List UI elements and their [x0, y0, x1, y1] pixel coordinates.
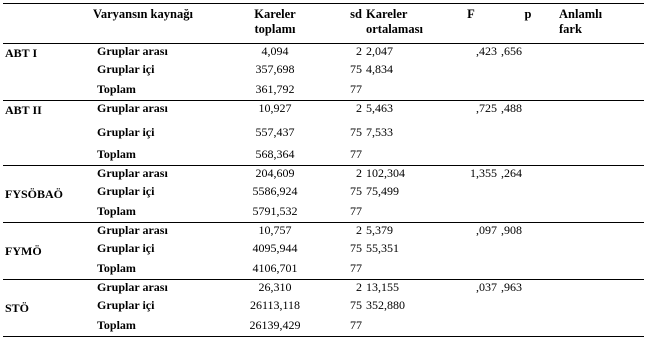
- ss-cell: 5791,532: [252, 204, 298, 218]
- source-cell: Gruplar arası: [97, 280, 168, 294]
- header-ms-line1: Kareler: [366, 7, 408, 21]
- ms-cell: 5,463: [366, 101, 393, 115]
- ss-cell: 26,310: [258, 280, 292, 294]
- ms-cell: [364, 318, 443, 337]
- ms-cell: 13,155: [366, 280, 399, 294]
- ss-cell: 4095,944: [252, 241, 298, 255]
- f-cell: [443, 204, 499, 223]
- ss-cell: 4106,701: [252, 261, 298, 275]
- f-cell: [443, 241, 499, 261]
- group-label-sto: STÖ: [5, 301, 30, 315]
- header-ss-line1: Kareler: [254, 7, 296, 21]
- p-cell: [499, 82, 557, 101]
- header-p: p: [524, 7, 532, 21]
- group-label-fysobao: FYSÖBAÖ: [5, 187, 64, 201]
- header-df: sd: [350, 7, 362, 21]
- df-cell: 2: [356, 280, 362, 294]
- p-cell: [499, 318, 557, 337]
- fark-cell: [557, 101, 644, 126]
- table-row: [3, 147, 644, 166]
- table-row: [3, 44, 644, 63]
- fark-cell: [557, 166, 644, 185]
- table-row: [3, 184, 644, 204]
- group-label-fymo: FYMÖ: [5, 244, 42, 258]
- source-cell: Toplam: [97, 204, 136, 218]
- ms-cell: 7,533: [366, 125, 393, 139]
- source-cell: Gruplar içi: [97, 125, 155, 139]
- group-label-abt1: ABT I: [5, 46, 38, 60]
- table-row: [3, 62, 644, 82]
- fark-cell: [557, 241, 644, 261]
- p-cell: ,488: [501, 101, 522, 115]
- table-row: [3, 318, 644, 337]
- table-row: [3, 166, 644, 185]
- p-cell: [499, 62, 557, 82]
- table-row: [3, 204, 644, 223]
- table-row: [3, 261, 644, 280]
- ss-cell: 357,698: [255, 62, 295, 76]
- fark-cell: [557, 223, 644, 242]
- table-row: [3, 82, 644, 101]
- ms-cell: [364, 261, 443, 280]
- source-cell: Toplam: [97, 318, 136, 332]
- table-row: [3, 241, 644, 261]
- header-source: Varyansın kaynağı: [93, 7, 193, 21]
- df-cell: 75: [350, 298, 362, 312]
- ms-cell: 4,834: [366, 62, 393, 76]
- table-row: [3, 223, 644, 242]
- header-mean-square: [364, 4, 443, 44]
- ms-cell: [364, 82, 443, 101]
- p-cell: [499, 261, 557, 280]
- ms-cell: 75,499: [366, 184, 399, 198]
- df-cell: 2: [356, 166, 362, 180]
- ms-cell: [364, 204, 443, 223]
- ss-cell: 568,364: [255, 147, 295, 161]
- p-cell: [499, 125, 557, 147]
- df-cell: 77: [350, 82, 362, 96]
- source-cell: Toplam: [97, 82, 136, 96]
- ms-cell: 352,880: [366, 298, 405, 312]
- p-cell: [499, 147, 557, 166]
- fark-cell: [557, 184, 644, 204]
- anova-table: [3, 3, 644, 337]
- table-row: [3, 298, 644, 318]
- source-cell: Gruplar arası: [97, 166, 168, 180]
- table-header-row: [3, 4, 644, 44]
- table-row: [3, 280, 644, 299]
- header-fark-line1: Anlamlı: [559, 7, 603, 21]
- df-cell: 77: [350, 318, 362, 332]
- fark-cell: [557, 280, 644, 299]
- f-cell: ,097: [476, 223, 497, 237]
- ss-cell: 361,792: [255, 82, 295, 96]
- df-cell: 75: [350, 184, 362, 198]
- source-cell: Gruplar içi: [97, 241, 155, 255]
- ss-cell: 10,757: [258, 223, 292, 237]
- source-cell: Toplam: [97, 261, 136, 275]
- p-cell: [499, 241, 557, 261]
- df-cell: 75: [350, 241, 362, 255]
- df-cell: 2: [356, 101, 362, 115]
- ms-cell: 5,379: [366, 223, 393, 237]
- fark-cell: [557, 44, 644, 63]
- ss-cell: 26139,429: [249, 318, 301, 332]
- source-cell: Gruplar içi: [97, 62, 155, 76]
- f-cell: ,037: [476, 280, 497, 294]
- ss-cell: 5586,924: [252, 184, 298, 198]
- fark-cell: [557, 261, 644, 280]
- df-cell: 2: [356, 223, 362, 237]
- table-row: [3, 125, 644, 147]
- header-f: F: [467, 7, 475, 21]
- source-cell: Gruplar arası: [97, 44, 168, 58]
- fark-cell: [557, 147, 644, 166]
- fark-cell: [557, 298, 644, 318]
- source-cell: Gruplar arası: [97, 101, 168, 115]
- df-cell: 77: [350, 204, 362, 218]
- f-cell: [443, 147, 499, 166]
- ss-cell: 10,927: [258, 101, 292, 115]
- p-cell: ,963: [501, 280, 522, 294]
- fark-cell: [557, 62, 644, 82]
- df-cell: 75: [350, 125, 362, 139]
- source-cell: Gruplar arası: [97, 223, 168, 237]
- df-cell: 77: [350, 147, 362, 161]
- p-cell: [499, 298, 557, 318]
- fark-cell: [557, 204, 644, 223]
- ss-cell: 557,437: [255, 125, 295, 139]
- header-fark-line2: fark: [559, 22, 582, 36]
- fark-cell: [557, 318, 644, 337]
- header-significant-difference: [557, 4, 644, 44]
- fark-cell: [557, 125, 644, 147]
- f-cell: [443, 298, 499, 318]
- fark-cell: [557, 82, 644, 101]
- ms-cell: 55,351: [366, 241, 399, 255]
- group-label-abt2: ABT II: [5, 103, 42, 117]
- p-cell: ,264: [501, 166, 522, 180]
- ms-cell: [364, 147, 443, 166]
- p-cell: ,908: [501, 223, 522, 237]
- header-sum-of-squares: [230, 4, 320, 44]
- header-blank: [3, 4, 91, 44]
- source-cell: Gruplar içi: [97, 298, 155, 312]
- f-cell: [443, 184, 499, 204]
- table-row: [3, 101, 644, 126]
- df-cell: 2: [356, 44, 362, 58]
- df-cell: 75: [350, 62, 362, 76]
- df-cell: 77: [350, 261, 362, 275]
- f-cell: [443, 318, 499, 337]
- f-cell: ,725: [476, 101, 497, 115]
- p-cell: [499, 184, 557, 204]
- f-cell: 1,355: [470, 166, 497, 180]
- ms-cell: 102,304: [366, 166, 405, 180]
- p-cell: [499, 204, 557, 223]
- f-cell: [443, 62, 499, 82]
- ss-cell: 4,094: [261, 44, 289, 58]
- f-cell: [443, 261, 499, 280]
- ss-cell: 26113,118: [249, 298, 301, 312]
- f-cell: [443, 125, 499, 147]
- p-cell: ,656: [501, 44, 522, 58]
- source-cell: Toplam: [97, 147, 136, 161]
- ss-cell: 204,609: [255, 166, 295, 180]
- f-cell: ,423: [476, 44, 497, 58]
- header-ss-line2: toplamı: [254, 22, 296, 36]
- source-cell: Gruplar içi: [97, 184, 155, 198]
- header-ms-line2: ortalaması: [366, 22, 423, 36]
- ms-cell: 2,047: [366, 44, 393, 58]
- f-cell: [443, 82, 499, 101]
